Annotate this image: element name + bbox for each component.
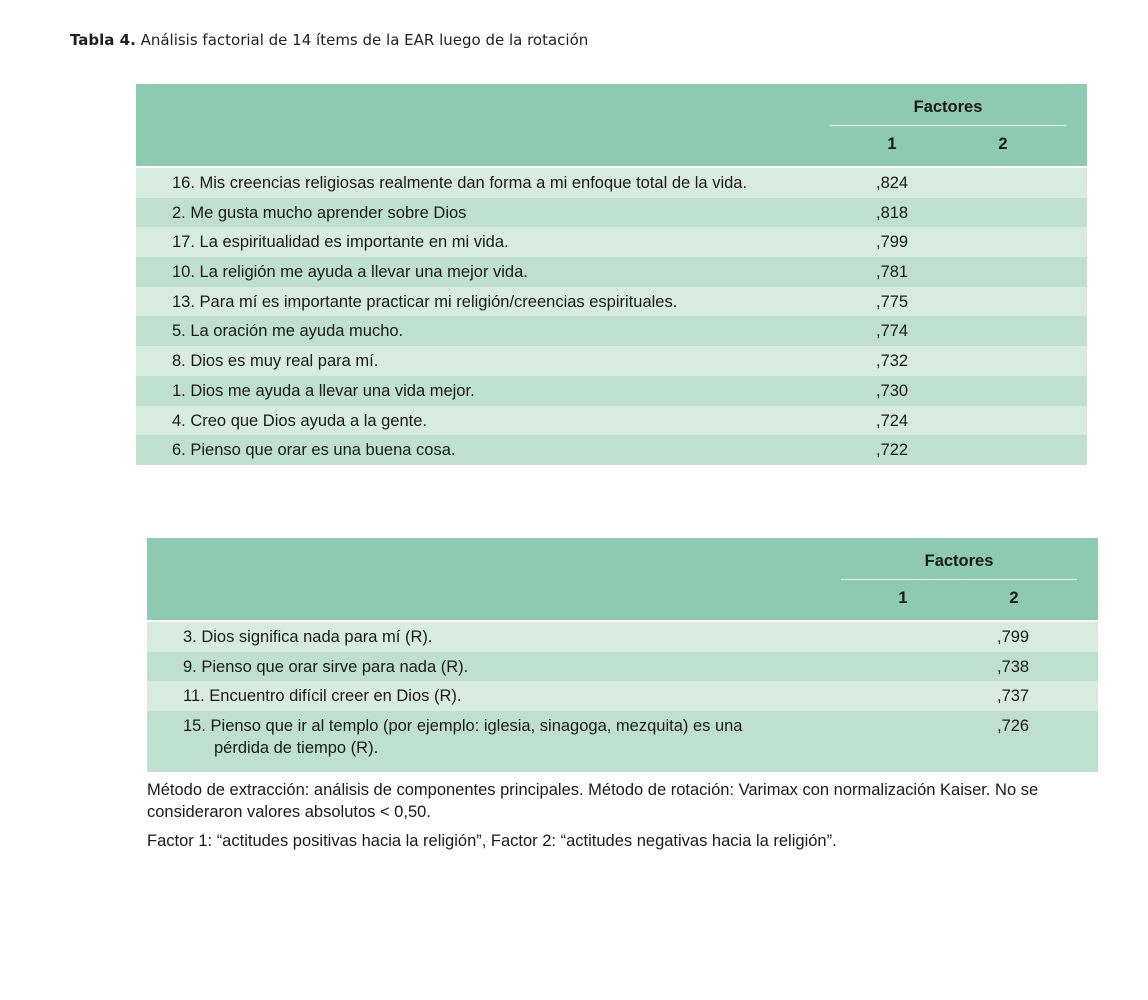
- factor-2-value: ,726: [997, 717, 1030, 736]
- item-text: 11. Encuentro difícil creer en Dios (R).: [183, 687, 462, 706]
- factor-1-value: ,730: [876, 381, 909, 400]
- item-text: 2. Me gusta mucho aprender sobre Dios: [172, 203, 467, 222]
- table-row: [136, 376, 1087, 406]
- factor-2-heading: 2: [1009, 589, 1019, 607]
- factor-1-value: ,775: [876, 292, 909, 311]
- caption-text: Análisis factorial de 14 ítems de la EAR luego de la rotación: [140, 31, 589, 49]
- factor-table-2: [147, 538, 1098, 772]
- table-row: [136, 435, 1087, 465]
- factores-heading: Factores: [924, 552, 994, 570]
- item-text: 1. Dios me ayuda a llevar una vida mejor.: [172, 381, 475, 400]
- header-divider: [830, 125, 1066, 126]
- table-row: [147, 711, 1098, 765]
- table-row: [147, 681, 1098, 711]
- item-text-line-1: 15. Pienso que ir al templo (por ejemplo: iglesia, sinagoga, mezquita) es una: [183, 717, 743, 736]
- table-row: [136, 316, 1087, 346]
- factor-1-value: ,818: [876, 203, 909, 222]
- factor-2-value: ,737: [997, 687, 1030, 706]
- factor-1-value: ,799: [876, 233, 909, 252]
- table-row: [136, 198, 1087, 228]
- factor-2-heading: 2: [998, 135, 1008, 153]
- item-text: [183, 715, 810, 759]
- table-bottom-band: [147, 765, 1098, 772]
- factor-1-heading: 1: [887, 135, 897, 153]
- method-note: Método de extracción: análisis de componentes principales. Método de rotación: Varimax con normalización Kaiser. No se consideraron valores absolutos < 0,50.: [147, 781, 1039, 821]
- item-text: 8. Dios es muy real para mí.: [172, 352, 379, 371]
- item-text-line-2: pérdida de tiempo (R).: [214, 739, 379, 758]
- item-text: 10. La religión me ayuda a llevar una mejor vida.: [172, 263, 528, 282]
- factor-table-1: [136, 84, 1087, 465]
- item-text: 13. Para mí es importante practicar mi religión/creencias espirituales.: [172, 292, 678, 311]
- factor-1-value: ,781: [876, 263, 909, 282]
- caption-label: Tabla 4.: [70, 31, 136, 49]
- table-row: [136, 257, 1087, 287]
- factor-1-value: ,724: [876, 411, 909, 430]
- factor-2-value: ,799: [997, 628, 1030, 646]
- table-body: [147, 622, 1098, 711]
- item-text: 17. La espiritualidad es importante en mi vida.: [172, 233, 509, 252]
- item-text: 5. La oración me ayuda mucho.: [172, 322, 404, 341]
- table-header: [147, 538, 1098, 620]
- table-header: [136, 84, 1087, 166]
- factor-1-value: ,824: [876, 174, 909, 192]
- table-row: [136, 227, 1087, 257]
- factor-1-value: ,732: [876, 352, 909, 371]
- factor-2-value: ,738: [997, 657, 1030, 676]
- item-text: 6. Pienso que orar es una buena cosa.: [172, 441, 456, 460]
- table-row: [136, 346, 1087, 376]
- table-row: [147, 622, 1098, 652]
- item-text: 4. Creo que Dios ayuda a la gente.: [172, 411, 428, 430]
- factor-1-value: ,774: [876, 322, 909, 341]
- table-row: [136, 406, 1087, 436]
- item-text: 9. Pienso que orar sirve para nada (R).: [183, 657, 469, 676]
- table-row: [147, 652, 1098, 682]
- factors-note: Factor 1: “actitudes positivas hacia la religión”, Factor 2: “actitudes negativas hacia la religión”.: [147, 832, 837, 850]
- table-body: [136, 168, 1087, 465]
- table-row: [136, 287, 1087, 317]
- factores-heading: Factores: [913, 98, 983, 116]
- table-caption: [70, 31, 588, 49]
- table-row: [136, 168, 1087, 198]
- item-text: 16. Mis creencias religiosas realmente dan forma a mi enfoque total de la vida.: [172, 174, 748, 192]
- factor-1-heading: 1: [898, 589, 908, 607]
- header-divider: [841, 579, 1077, 580]
- factor-1-value: ,722: [876, 441, 909, 460]
- item-text: 3. Dios significa nada para mí (R).: [183, 628, 433, 646]
